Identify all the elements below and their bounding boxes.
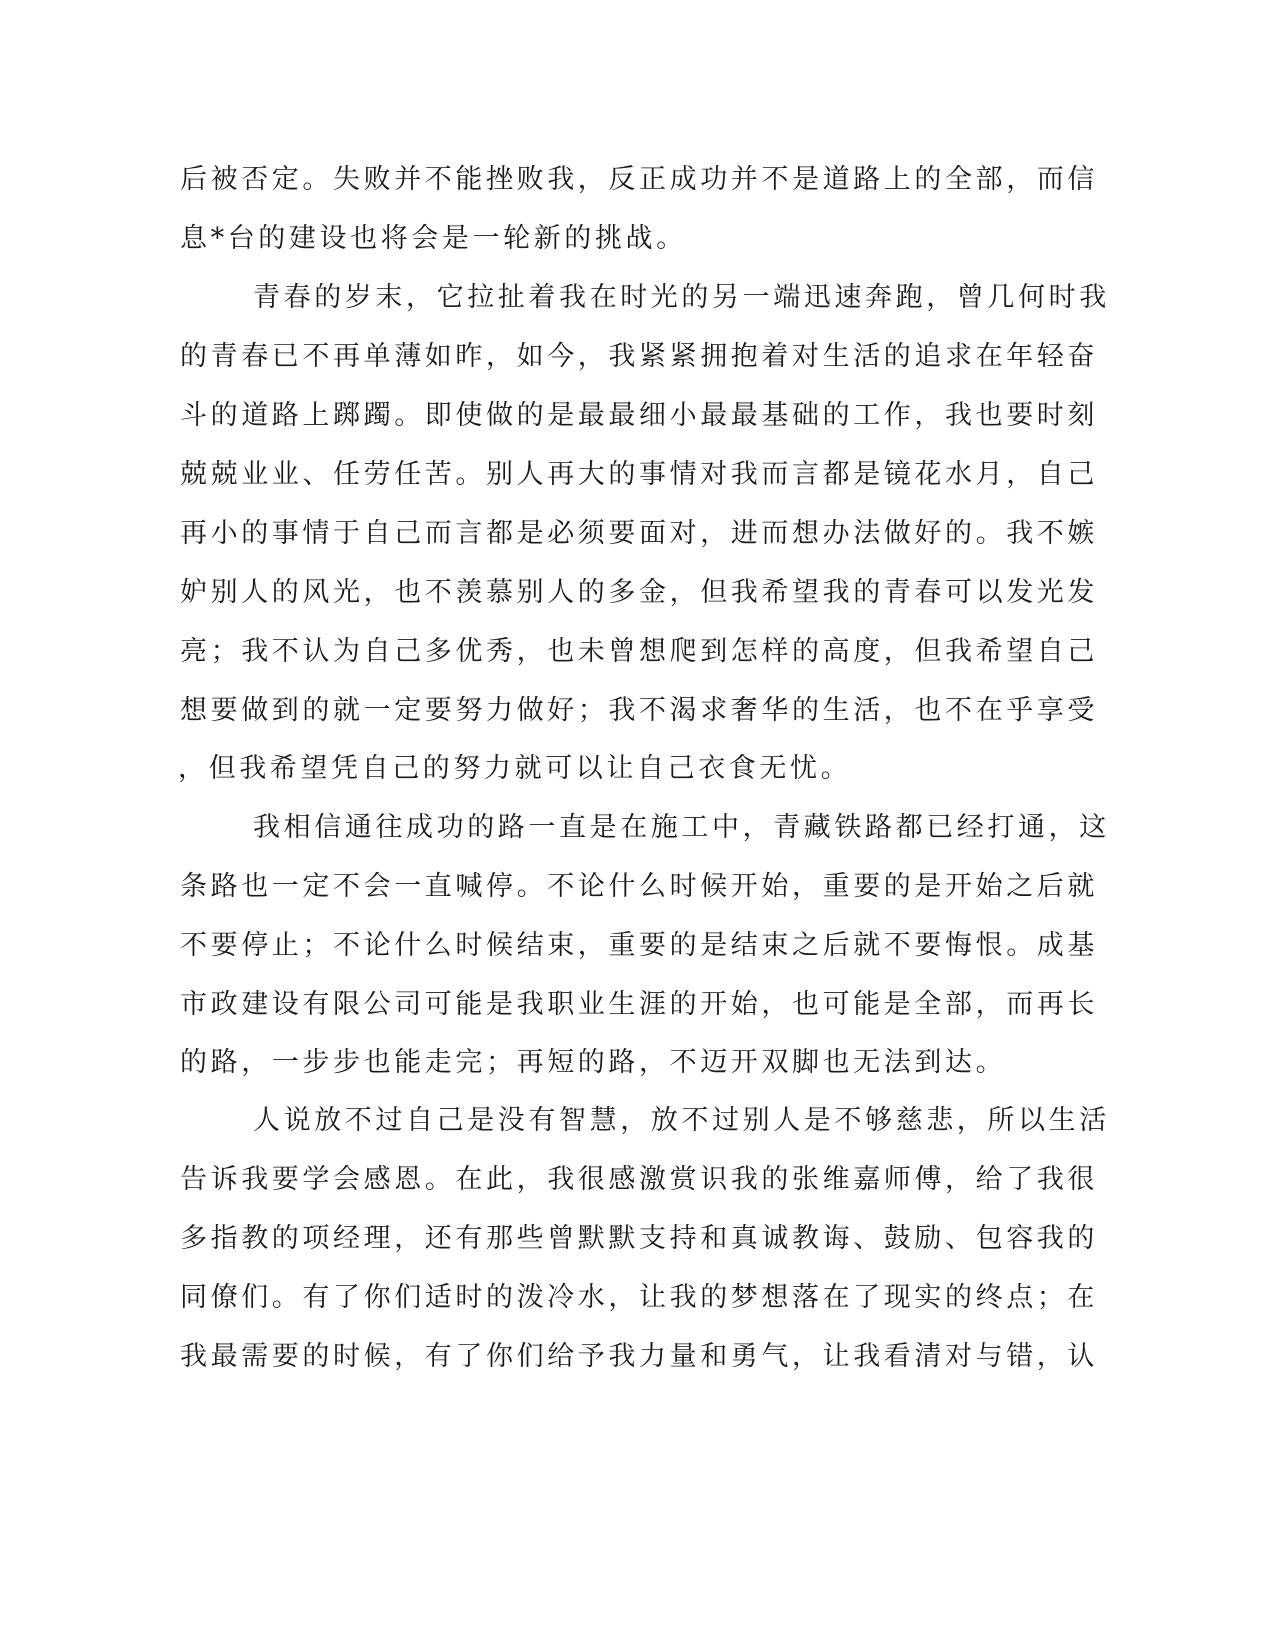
text-line: [0, 1278, 1275, 1318]
line-text: 的路，一步步也能走完；再短的路，不迈开双脚也无法到达。: [180, 1047, 1007, 1078]
line-text: 亮；我不认为自己多优秀，也未曾想爬到怎样的高度，但我希望自己: [180, 636, 1098, 667]
text-line: [0, 219, 1275, 259]
line-text: 不要停止；不论什么时候结束，重要的是结束之后就不要悔恨。成基: [180, 930, 1098, 961]
line-text: 想要做到的就一定要努力做好；我不渴求奢华的生活，也不在乎享受: [180, 695, 1098, 726]
text-line: [0, 1043, 1275, 1083]
text-line: [0, 1160, 1275, 1200]
line-text: 市政建设有限公司可能是我职业生涯的开始，也可能是全部，而再长: [180, 989, 1098, 1020]
line-text: 妒别人的风光，也不羡慕别人的多金，但我希望我的青春可以发光发: [180, 577, 1098, 608]
text-line: [0, 691, 1275, 731]
paragraph-start-line: [0, 808, 1275, 848]
line-text: ，但我希望凭自己的努力就可以让自己衣食无忧。: [178, 753, 852, 784]
text-line: [0, 455, 1275, 495]
text-line: [0, 573, 1275, 613]
text-line: [0, 632, 1275, 672]
line-text: 多指教的项经理，还有那些曾默默支持和真诚教诲、鼓励、包容我的: [180, 1223, 1098, 1254]
text-line: [0, 749, 1275, 789]
line-text: 条路也一定不会一直喊停。不论什么时候开始，重要的是开始之后就: [180, 871, 1098, 902]
paragraph-start-line: [0, 278, 1275, 318]
line-text: 兢兢业业、任劳任苦。别人再大的事情对我而言都是镜花水月，自己: [180, 459, 1098, 490]
line-text: 的青春已不再单薄如昨，如今，我紧紧拥抱着对生活的追求在年轻奋: [180, 341, 1098, 372]
text-line: [0, 985, 1275, 1025]
line-text: 同僚们。有了你们适时的泼冷水，让我的梦想落在了现实的终点；在: [180, 1282, 1098, 1313]
text-line: [0, 396, 1275, 436]
line-text: 后被否定。失败并不能挫败我，反正成功并不是道路上的全部，而信: [180, 164, 1098, 195]
text-line: [0, 160, 1275, 200]
line-text: 我最需要的时候，有了你们给予我力量和勇气，让我看清对与错，认: [180, 1341, 1098, 1372]
text-line: [0, 514, 1275, 554]
line-text: 息*台的建设也将会是一轮新的挑战。: [180, 223, 687, 254]
text-line: [0, 926, 1275, 966]
line-text: 斗的道路上踯躅。即使做的是最最细小最最基础的工作，我也要时刻: [180, 400, 1098, 431]
paragraph-start-line: [0, 1101, 1275, 1141]
line-text: 人说放不过自己是没有智慧，放不过别人是不够慈悲，所以生活: [253, 1105, 1110, 1136]
line-text: 再小的事情于自己而言都是必须要面对，进而想办法做好的。我不嫉: [180, 518, 1098, 549]
text-line: [0, 337, 1275, 377]
line-text: 告诉我要学会感恩。在此，我很感激赏识我的张维嘉师傅，给了我很: [180, 1164, 1098, 1195]
text-line: [0, 1219, 1275, 1259]
text-line: [0, 867, 1275, 907]
text-line: [0, 1337, 1275, 1377]
line-text: 青春的岁末，它拉扯着我在时光的另一端迅速奔跑，曾几何时我: [253, 282, 1110, 313]
line-text: 我相信通往成功的路一直是在施工中，青藏铁路都已经打通，这: [253, 812, 1110, 843]
